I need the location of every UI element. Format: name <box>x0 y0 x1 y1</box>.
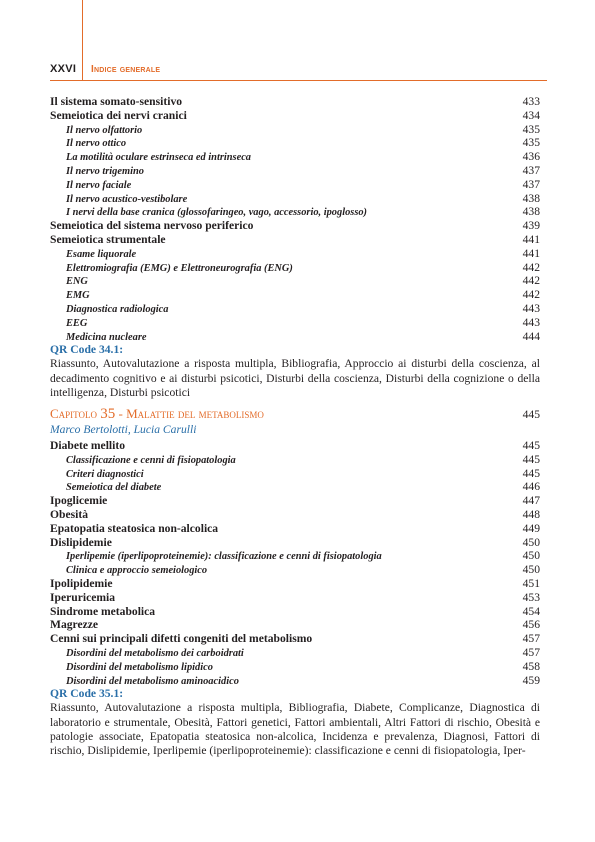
toc-entry[interactable] <box>50 274 540 288</box>
toc-entry-title: Iperlipemie (iperlipoproteinemie): classificazione e cenni di fisiopatologia <box>66 551 382 563</box>
toc-entry-title: Obesità <box>50 507 89 521</box>
toc-entry-title: La motilità oculare estrinseca ed intrinseca <box>66 152 252 164</box>
toc-entry[interactable] <box>50 261 540 275</box>
toc-entry[interactable] <box>50 178 540 192</box>
toc-entry-title: Disordini del metabolismo dei carboidrati <box>66 647 244 659</box>
toc-entry-title: Sindrome metabolica <box>50 604 156 618</box>
chapter-heading <box>50 406 540 422</box>
toc-entry[interactable] <box>50 563 540 577</box>
toc-entry[interactable] <box>50 508 540 522</box>
toc-entry-page: 453 <box>522 590 540 604</box>
toc-entry-page: 443 <box>522 301 540 315</box>
toc-entry-page: 456 <box>522 618 540 632</box>
toc-entry-page: 446 <box>522 480 540 494</box>
toc-entry[interactable] <box>50 605 540 619</box>
toc-entry[interactable] <box>50 536 540 550</box>
toc-entry-title: Cenni sui principali difetti congeniti del metabolismo <box>50 632 313 646</box>
toc-entry-page: 437 <box>522 163 540 177</box>
toc-entry-page: 439 <box>522 219 540 233</box>
toc-entry-title: Il nervo acustico-vestibolare <box>66 193 188 205</box>
qr-code-label: QR Code 35.1: <box>50 687 124 701</box>
page-folio: XXVI <box>50 63 77 75</box>
toc-entry-page: 438 <box>522 191 540 205</box>
toc-entry-page: 436 <box>522 150 540 164</box>
header-horizontal-rule <box>50 80 547 81</box>
toc-entry-page: 457 <box>522 645 540 659</box>
toc-entry-page: 438 <box>522 205 540 219</box>
toc-entry-title: Il nervo ottico <box>66 138 127 150</box>
toc-entry-title: Diagnostica radiologica <box>66 303 169 315</box>
toc-entry-title: Semeiotica del diabete <box>66 482 162 494</box>
toc-entry[interactable] <box>50 219 540 233</box>
toc-entry[interactable] <box>50 164 540 178</box>
toc-entry-page: 434 <box>522 108 540 122</box>
toc-entry[interactable] <box>50 150 540 164</box>
toc-entry-title: Esame liquorale <box>66 248 137 260</box>
toc-entry-title: Criteri diagnostici <box>66 468 144 480</box>
toc-entry-page: 447 <box>522 494 540 508</box>
toc-entry-page: 441 <box>522 246 540 260</box>
toc-entry-page: 445 <box>522 438 540 452</box>
toc-entry[interactable] <box>50 467 540 481</box>
toc-entry-page: 435 <box>522 136 540 150</box>
toc-entry[interactable] <box>50 549 540 563</box>
toc-entry-title: Il sistema somato-sensitivo <box>50 95 183 108</box>
toc-section-neurology <box>50 95 540 343</box>
header-vertical-rule <box>82 0 83 80</box>
toc-entry-page: 458 <box>522 659 540 673</box>
toc-entry-page: 445 <box>522 452 540 466</box>
toc-entry-title: EEG <box>66 317 88 329</box>
toc-entry-title: Classificazione e cenni di fisiopatologia <box>66 454 236 466</box>
toc-entry-page: 451 <box>522 576 540 590</box>
chapter-prefix: Capitolo <box>50 405 101 421</box>
toc-entry-page: 435 <box>522 122 540 136</box>
toc-entry-title: Semeiotica del sistema nervoso periferico <box>50 219 254 233</box>
toc-entry-title: Epatopatia steatosica non-alcolica <box>50 521 219 535</box>
toc-entry[interactable] <box>50 95 540 109</box>
toc-entry-page: 444 <box>522 329 540 343</box>
toc-entry[interactable] <box>50 316 540 330</box>
toc-entry-title: ENG <box>66 276 88 288</box>
chapter-authors: Marco Bertolotti, Lucia Carulli <box>50 422 197 436</box>
toc-entry-page: 457 <box>522 632 540 646</box>
toc-entry[interactable] <box>50 577 540 591</box>
toc-entry-page: 437 <box>522 177 540 191</box>
toc-entry[interactable] <box>50 591 540 605</box>
qr-code-description: Riassunto, Autovalutazione a risposta multipla, Bibliografia, Diabete, Complicanze, Diagnostica di laboratorio e strumentale, Obesità, Fattori genetici, Fattori ambientali, Altri Fattori di rischio, Obesità e patologie associate, Epatopatia steatosica non-alcolica, Incidenza e prevalenza, Diagnosi, Fattori di rischio, Dislipidemie, Iperlipemie (iperlipoproteinemie): classificazione e cenni di fisiopatologia, Iper- <box>50 701 540 757</box>
chapter-name: - Malattie del metabolismo <box>115 405 264 421</box>
toc-entry-title: Medicina nucleare <box>66 331 147 343</box>
running-head-text: Indice generale <box>91 64 161 75</box>
toc-entry-page: 443 <box>522 315 540 329</box>
toc-entry-page: 442 <box>522 260 540 274</box>
toc-section-metabolism <box>50 439 540 687</box>
running-head <box>91 64 160 75</box>
qr-code-description: Riassunto, Autovalutazione a risposta multipla, Bibliografia, Approccio ai disturbi della coscienza, al decadimento cognitivo e ai disturbi psicotici, Disturbi della coscienza, Disturbi della cognizione o della intelligenza, Disturbi psicotici <box>50 357 540 399</box>
toc-entry-title: Disordini del metabolismo aminoacidico <box>66 675 239 687</box>
toc-entry-title: Ipoglicemie <box>50 494 108 508</box>
toc-entry[interactable] <box>50 247 540 261</box>
toc-entry-page: 450 <box>522 535 540 549</box>
toc-entry-page: 459 <box>522 673 540 687</box>
chapter-title <box>50 406 264 422</box>
toc-entry[interactable] <box>50 136 540 150</box>
toc-entry-title: Il nervo trigemino <box>66 165 144 177</box>
toc-entry[interactable] <box>50 302 540 316</box>
toc-entry-page: 448 <box>522 507 540 521</box>
toc-entry[interactable] <box>50 618 540 632</box>
toc-entry-title: Diabete mellito <box>50 438 126 452</box>
toc-entry[interactable] <box>50 233 540 247</box>
toc-entry[interactable] <box>50 192 540 206</box>
toc-entry-title: Elettromiografia (EMG) e Elettroneurografia (ENG) <box>66 262 293 274</box>
table-of-contents <box>50 95 540 762</box>
toc-entry-page: 442 <box>522 288 540 302</box>
toc-entry-title: I nervi della base cranica (glossofaringeo, vago, accessorio, ipoglosso) <box>66 207 368 219</box>
toc-entry[interactable] <box>50 330 540 344</box>
toc-entry-page: 441 <box>522 232 540 246</box>
toc-entry[interactable] <box>50 205 540 219</box>
toc-entry[interactable] <box>50 632 540 646</box>
toc-entry[interactable] <box>50 674 540 688</box>
qr-code-label: QR Code 34.1: <box>50 343 124 357</box>
toc-entry-page: 450 <box>522 549 540 563</box>
toc-entry[interactable] <box>50 660 540 674</box>
toc-entry-page: 433 <box>522 95 540 108</box>
toc-entry[interactable] <box>50 123 540 137</box>
toc-entry-page: 449 <box>522 521 540 535</box>
toc-entry-title: Semeiotica dei nervi cranici <box>50 108 187 122</box>
toc-entry-title: EMG <box>66 290 90 302</box>
toc-entry-title: Iperuricemia <box>50 590 116 604</box>
toc-entry-page: 445 <box>522 466 540 480</box>
chapter-page: 445 <box>522 407 540 421</box>
toc-entry[interactable] <box>50 439 540 453</box>
toc-entry-title: Dislipidemie <box>50 535 112 549</box>
toc-entry[interactable] <box>50 288 540 302</box>
toc-entry-page: 442 <box>522 274 540 288</box>
toc-entry[interactable] <box>50 480 540 494</box>
toc-entry[interactable] <box>50 109 540 123</box>
toc-entry-title: Ipolipidemie <box>50 576 113 590</box>
toc-entry-title: Clinica e approccio semeiologico <box>66 565 208 577</box>
toc-entry[interactable] <box>50 646 540 660</box>
toc-entry[interactable] <box>50 522 540 536</box>
toc-entry-title: Semeiotica strumentale <box>50 232 166 246</box>
toc-entry[interactable] <box>50 494 540 508</box>
toc-entry-title: Il nervo faciale <box>66 179 132 191</box>
toc-entry[interactable] <box>50 453 540 467</box>
toc-entry-title: Disordini del metabolismo lipidico <box>66 661 213 673</box>
toc-entry-title: Magrezze <box>50 618 99 632</box>
chapter-number: 35 <box>100 405 116 422</box>
toc-entry-page: 454 <box>522 604 540 618</box>
toc-entry-page: 450 <box>522 563 540 577</box>
toc-entry-title: Il nervo olfattorio <box>66 124 143 136</box>
